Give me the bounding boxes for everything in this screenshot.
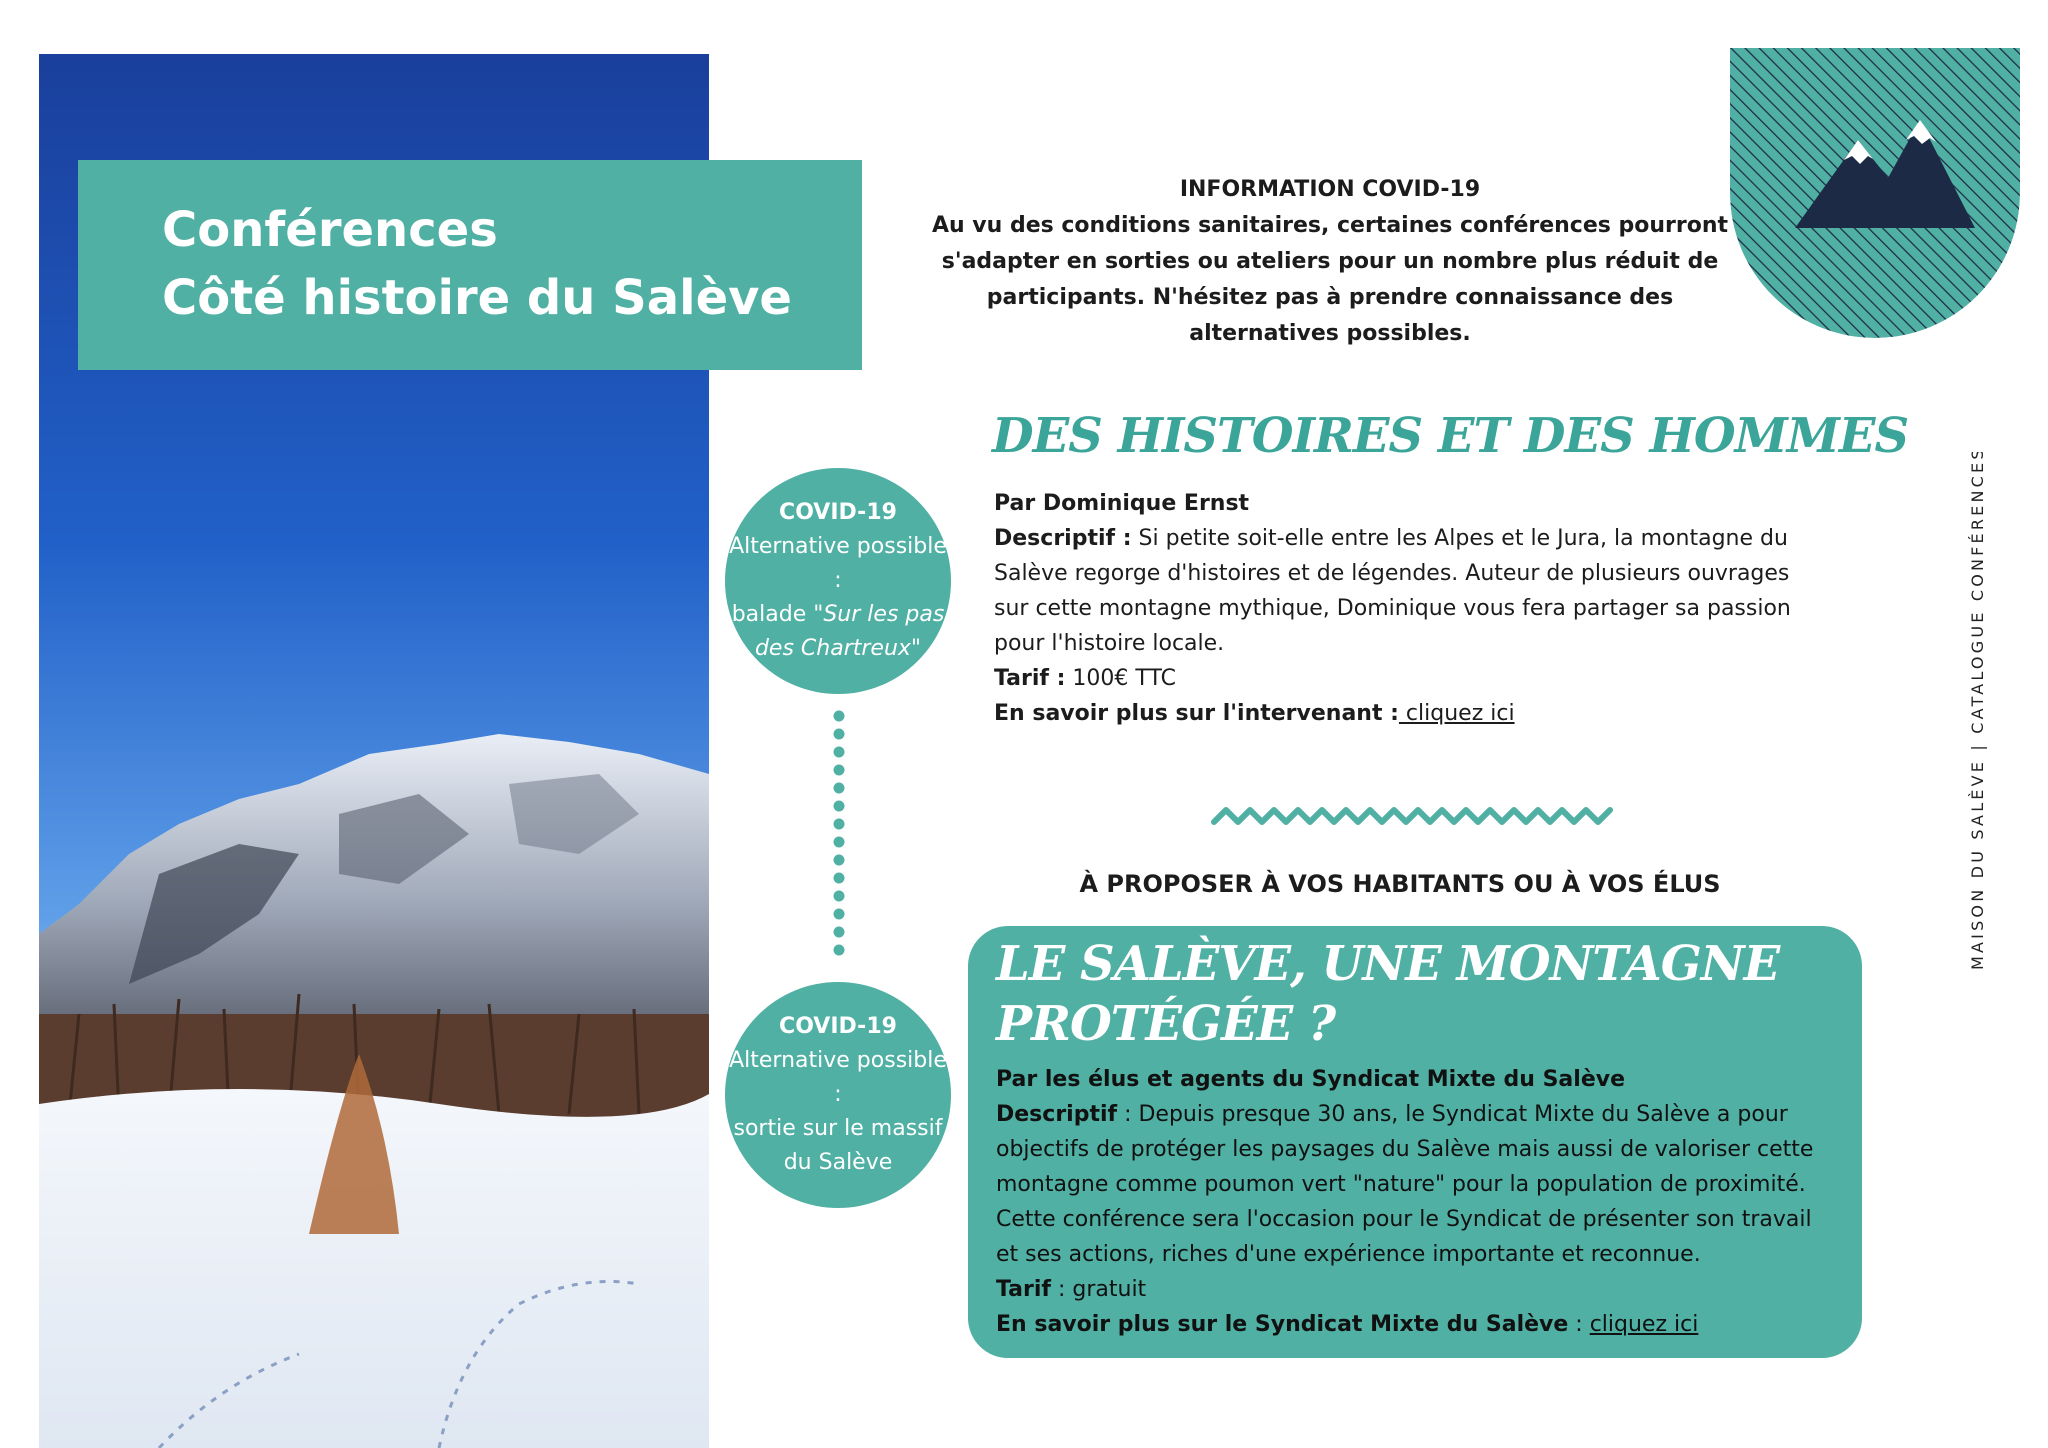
talk2-desc-line: montagne comme poumon vert "nature" pour la population de proximité.: [996, 1172, 1806, 1197]
zigzag-divider: [1210, 802, 1618, 830]
talk2-tarif-label: Tarif: [996, 1277, 1051, 1302]
talk1-tarif-value: 100€ TTC: [1065, 666, 1176, 691]
covid-badge-line: Alternative possible :: [729, 534, 947, 593]
covid-badge-italic: des Chartreux: [754, 636, 911, 661]
dotted-connector: [832, 708, 846, 968]
talk2-title-line2: PROTÉGÉE ?: [996, 996, 1336, 1052]
talk2-more-sep: :: [1568, 1312, 1590, 1337]
covid-information: [900, 172, 1760, 352]
talk1-title: DES HISTOIRES ET DES HOMMES: [992, 408, 1909, 464]
covid-badge-line: sortie sur le massif: [733, 1116, 943, 1141]
side-label-text: MAISON DU SALÈVE | CATALOGUE CONFÉRENCES: [1968, 452, 1987, 970]
page-title-line2: Côté histoire du Salève: [162, 270, 792, 326]
talk2-more-link[interactable]: cliquez ici: [1589, 1312, 1699, 1337]
covid-info-line: alternatives possibles.: [1189, 321, 1471, 346]
talk1-tarif-label: Tarif :: [994, 666, 1066, 691]
talk1-more-link[interactable]: cliquez ici: [1398, 701, 1515, 726]
talk2-desc-line: et ses actions, riches d'une expérience importante et reconnue.: [996, 1242, 1701, 1267]
covid-badge-text: ": [910, 636, 922, 661]
covid-info-line: s'adapter en sorties ou ateliers pour un nombre plus réduit de: [941, 249, 1719, 274]
talk2-more-label: En savoir plus sur le Syndicat Mixte du Salève: [996, 1312, 1569, 1337]
talk2-speaker: Par les élus et agents du Syndicat Mixte du Salève: [996, 1067, 1625, 1092]
covid-info-heading: INFORMATION COVID-19: [1179, 177, 1481, 202]
talk2-desc-label: Descriptif: [996, 1102, 1118, 1127]
covid-alternative-badge-1: [725, 468, 951, 694]
talk1-details: [994, 486, 1791, 731]
page-title-line1: Conférences: [162, 202, 498, 258]
talk1-more-label: En savoir plus sur l'intervenant :: [994, 701, 1399, 726]
covid-alternative-badge-2: [725, 982, 951, 1208]
covid-badge-line: du Salève: [783, 1150, 893, 1175]
talk2-desc-line: : Depuis presque 30 ans, le Syndicat Mixte du Salève a pour: [1117, 1102, 1788, 1127]
covid-badge-text: balade ": [731, 602, 824, 627]
title-banner: [78, 160, 862, 370]
covid-badge-heading: COVID-19: [779, 500, 897, 525]
talk1-desc-label: Descriptif :: [994, 526, 1132, 551]
talk1-speaker: Par Dominique Ernst: [994, 491, 1250, 516]
talk1-desc-line: sur cette montagne mythique, Dominique vous fera partager sa passion: [994, 596, 1791, 621]
talk2-desc-line: objectifs de protéger les paysages du Salève mais aussi de valoriser cette: [996, 1137, 1814, 1162]
talk1-desc-line: pour l'histoire locale.: [994, 631, 1225, 656]
covid-info-line: participants. N'hésitez pas à prendre connaissance des: [986, 285, 1674, 310]
vertical-side-label: [1962, 452, 1992, 972]
covid-badge-heading: COVID-19: [779, 1014, 897, 1039]
talk2-details: [996, 1062, 1813, 1342]
audience-heading: À PROPOSER À VOS HABITANTS OU À VOS ÉLUS: [1079, 870, 1721, 898]
talk2-title-line1: LE SALÈVE, UNE MONTAGNE: [996, 936, 1780, 992]
mountain-logo-icon: [1730, 48, 2020, 338]
covid-badge-line: Alternative possible :: [729, 1048, 947, 1107]
talk2-tarif-value: : gratuit: [1050, 1277, 1147, 1302]
covid-badge-italic: Sur les pas: [823, 602, 945, 627]
talk1-desc-line: Si petite soit-elle entre les Alpes et le Jura, la montagne du: [1131, 526, 1788, 551]
talk1-desc-line: Salève regorge d'histoires et de légendes. Auteur de plusieurs ouvrages: [994, 561, 1790, 586]
covid-info-line: Au vu des conditions sanitaires, certaines conférences pourront: [931, 213, 1729, 238]
talk2-desc-line: Cette conférence sera l'occasion pour le Syndicat de présenter son travail: [996, 1207, 1812, 1232]
